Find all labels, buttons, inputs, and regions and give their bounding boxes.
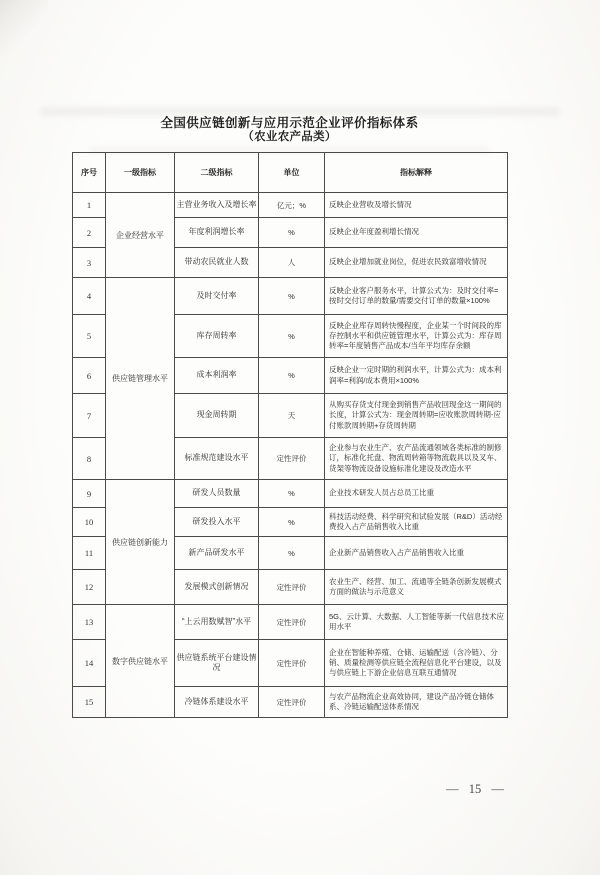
unit-cell: % <box>259 480 325 508</box>
level1-indicator-cell: 企业经营水平 <box>106 193 175 278</box>
unit-cell: 天 <box>259 394 325 438</box>
level2-indicator-cell: 冷链体系建设水平 <box>175 687 259 718</box>
level2-indicator-cell: 发展模式创新情况 <box>175 570 259 605</box>
page-title: 全国供应链创新与应用示范企业评价指标体系 <box>160 116 419 130</box>
explanation-cell: 企业在智能种养殖、仓储、运输配送（含冷链）、分销、质量检测等供应链全流程信息化平台建设，以及与供应链上下游企业信息互联互通情况 <box>325 640 508 687</box>
header-serial-number: 序号 <box>73 153 106 193</box>
title-block <box>72 116 507 144</box>
table-row <box>73 193 508 218</box>
row-number-cell: 6 <box>73 358 106 394</box>
row-number-cell: 9 <box>73 480 106 508</box>
page-subtitle: （农业农产品类） <box>242 131 337 143</box>
level2-indicator-cell: “上云用数赋智”水平 <box>175 605 259 640</box>
level1-indicator-cell: 数字供应链水平 <box>106 605 175 718</box>
level2-indicator-cell: 研发人员数量 <box>175 480 259 508</box>
header-unit: 单位 <box>259 153 325 193</box>
level2-indicator-cell: 主营业务收入及增长率 <box>175 193 259 218</box>
level2-indicator-cell: 带动农民就业人数 <box>175 248 259 278</box>
row-number-cell: 12 <box>73 570 106 605</box>
header-explanation: 指标解释 <box>325 153 508 193</box>
level2-indicator-cell: 及时交付率 <box>175 278 259 315</box>
row-number-cell: 8 <box>73 438 106 480</box>
explanation-cell: 农业生产、经营、加工、流通等全链条创新发展模式方面的做法与示范意义 <box>325 570 508 605</box>
row-number-cell: 2 <box>73 218 106 248</box>
unit-cell: 定性评价 <box>259 570 325 605</box>
unit-cell: 定性评价 <box>259 640 325 687</box>
level2-indicator-cell: 供应链系统平台建设情况 <box>175 640 259 687</box>
unit-cell: % <box>259 218 325 248</box>
unit-cell: 定性评价 <box>259 605 325 640</box>
explanation-cell: 与农产品物流企业高效协同，建设产品冷链仓储体系、冷链运输配送体系情况 <box>325 687 508 718</box>
unit-cell: 定性评价 <box>259 438 325 480</box>
unit-cell: % <box>259 315 325 358</box>
row-number-cell: 3 <box>73 248 106 278</box>
scan-corner-artifact <box>0 0 48 58</box>
row-number-cell: 13 <box>73 605 106 640</box>
explanation-cell: 反映企业库存周转快慢程度，企业某一个时间段的库存控制水平和供应链管理水平，计算公式为：库存周转率=年度销售产品成本/当年平均库存余额 <box>325 315 508 358</box>
explanation-cell: 企业参与农业生产、农产品流通领域各类标准的制修订，标准化托盘、物流周转箱等物流载具以及叉车、货架等物流设备设施标准化建设及改造水平 <box>325 438 508 480</box>
level2-indicator-cell: 标准规范建设水平 <box>175 438 259 480</box>
level2-indicator-cell: 研发投入水平 <box>175 508 259 537</box>
level2-indicator-cell: 成本利润率 <box>175 358 259 394</box>
unit-cell: % <box>259 537 325 570</box>
page-number: — 15 — <box>446 782 504 796</box>
explanation-cell: 反映企业一定时期的利润水平，计算公式为：成本利润率=利润/成本费用×100% <box>325 358 508 394</box>
row-number-cell: 10 <box>73 508 106 537</box>
explanation-cell: 科技活动经费、科学研究和试验发展（R&D）活动经费投入占产品销售收入比重 <box>325 508 508 537</box>
unit-cell: 人 <box>259 248 325 278</box>
row-number-cell: 7 <box>73 394 106 438</box>
header-level1-indicator: 一级指标 <box>106 153 175 193</box>
level2-indicator-cell: 现金周转期 <box>175 394 259 438</box>
table-header-row <box>73 153 508 193</box>
explanation-cell: 从购买存货支付现金到销售产品收回现金这一期间的长度，计算公式为：现金周转期=应收账款周转期-应付账款周转期+存货周转期 <box>325 394 508 438</box>
indicator-table-body <box>73 193 508 718</box>
row-number-cell: 15 <box>73 687 106 718</box>
explanation-cell: 反映企业营收及增长情况 <box>325 193 508 218</box>
explanation-cell: 反映企业年度盈利增长情况 <box>325 218 508 248</box>
unit-cell: 亿元；% <box>259 193 325 218</box>
row-number-cell: 4 <box>73 278 106 315</box>
scan-streak <box>40 107 560 116</box>
row-number-cell: 14 <box>73 640 106 687</box>
explanation-cell: 企业新产品销售收入占产品销售收入比重 <box>325 537 508 570</box>
table-row <box>73 480 508 508</box>
unit-cell: % <box>259 278 325 315</box>
level1-indicator-cell: 供应链创新能力 <box>106 480 175 605</box>
explanation-cell: 企业技术研发人员占总员工比重 <box>325 480 508 508</box>
unit-cell: % <box>259 508 325 537</box>
row-number-cell: 11 <box>73 537 106 570</box>
table-row <box>73 605 508 640</box>
explanation-cell: 反映企业客户服务水平，计算公式为：及时交付率=按时交付订单的数量/需要交付订单的数量×100% <box>325 278 508 315</box>
table-row <box>73 278 508 315</box>
level1-indicator-cell: 供应链管理水平 <box>106 278 175 480</box>
unit-cell: 定性评价 <box>259 687 325 718</box>
header-level2-indicator: 二级指标 <box>175 153 259 193</box>
level2-indicator-cell: 年度利润增长率 <box>175 218 259 248</box>
level2-indicator-cell: 新产品研发水平 <box>175 537 259 570</box>
row-number-cell: 5 <box>73 315 106 358</box>
level2-indicator-cell: 库存周转率 <box>175 315 259 358</box>
unit-cell: % <box>259 358 325 394</box>
indicator-table <box>72 152 508 718</box>
row-number-cell: 1 <box>73 193 106 218</box>
explanation-cell: 5G、云计算、大数据、人工智能等新一代信息技术应用水平 <box>325 605 508 640</box>
explanation-cell: 反映企业增加就业岗位，促进农民致富增收情况 <box>325 248 508 278</box>
